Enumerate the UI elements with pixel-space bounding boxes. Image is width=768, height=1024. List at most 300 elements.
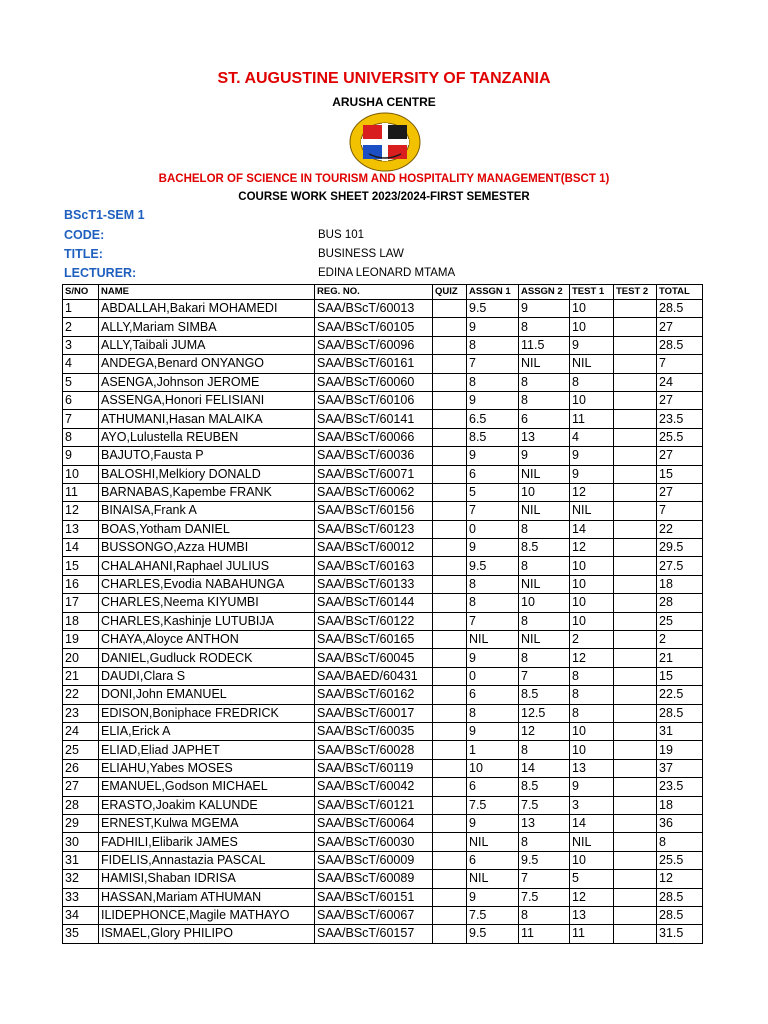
cell-assgn1: 6: [467, 778, 519, 796]
cell-reg-no: SAA/BScT/60064: [315, 814, 433, 832]
title-value: BUSINESS LAW: [318, 248, 404, 260]
cell-total: 21: [657, 649, 703, 667]
cell-sno: 18: [63, 612, 99, 630]
cell-sno: 25: [63, 741, 99, 759]
table-row: [63, 704, 703, 722]
table-row: [63, 502, 703, 520]
cell-total: 23.5: [657, 778, 703, 796]
cell-sno: 30: [63, 833, 99, 851]
cell-reg-no: SAA/BScT/60042: [315, 778, 433, 796]
cell-total: 31: [657, 722, 703, 740]
cell-sno: 26: [63, 759, 99, 777]
cell-assgn2: 11: [519, 925, 570, 943]
table-row: [63, 888, 703, 906]
cell-quiz: [433, 704, 467, 722]
cell-reg-no: SAA/BScT/60162: [315, 686, 433, 704]
cell-assgn1: 0: [467, 667, 519, 685]
cell-reg-no: SAA/BScT/60157: [315, 925, 433, 943]
code-label: CODE:: [64, 228, 105, 242]
cell-reg-no: SAA/BScT/60156: [315, 502, 433, 520]
cell-assgn1: 7: [467, 502, 519, 520]
cell-test2: [614, 465, 657, 483]
cell-test2: [614, 318, 657, 336]
cell-reg-no: SAA/BScT/60121: [315, 796, 433, 814]
cell-total: 7: [657, 502, 703, 520]
cell-total: 28: [657, 594, 703, 612]
table-row: [63, 870, 703, 888]
cell-test1: 12: [570, 539, 614, 557]
cell-assgn2: 9: [519, 300, 570, 318]
cell-assgn2: 8: [519, 557, 570, 575]
cell-assgn1: 8: [467, 373, 519, 391]
cell-total: 25: [657, 612, 703, 630]
cell-reg-no: SAA/BAED/60431: [315, 667, 433, 685]
cell-assgn1: 9: [467, 722, 519, 740]
title-label: TITLE:: [64, 247, 103, 261]
cell-test2: [614, 851, 657, 869]
cell-total: 15: [657, 667, 703, 685]
cell-assgn2: 8: [519, 906, 570, 924]
cell-test1: 13: [570, 759, 614, 777]
cell-quiz: [433, 833, 467, 851]
cell-quiz: [433, 631, 467, 649]
cell-test2: [614, 814, 657, 832]
cell-name: ELIAD,Eliad JAPHET: [99, 741, 315, 759]
cell-assgn1: NIL: [467, 833, 519, 851]
cell-total: 28.5: [657, 888, 703, 906]
cell-test1: 10: [570, 741, 614, 759]
cell-test1: 10: [570, 575, 614, 593]
cell-assgn2: NIL: [519, 575, 570, 593]
cell-sno: 19: [63, 631, 99, 649]
cell-assgn1: 8.5: [467, 428, 519, 446]
table-row: [63, 410, 703, 428]
cell-assgn2: 13: [519, 428, 570, 446]
cell-quiz: [433, 557, 467, 575]
cell-quiz: [433, 741, 467, 759]
cell-test2: [614, 722, 657, 740]
cell-name: CHAYA,Aloyce ANTHON: [99, 631, 315, 649]
table-row: [63, 741, 703, 759]
cell-test2: [614, 667, 657, 685]
cell-assgn2: 8: [519, 391, 570, 409]
cell-assgn2: 9.5: [519, 851, 570, 869]
cell-assgn2: 8.5: [519, 778, 570, 796]
cell-test2: [614, 906, 657, 924]
cell-test1: 2: [570, 631, 614, 649]
cell-quiz: [433, 447, 467, 465]
cell-test2: [614, 520, 657, 538]
table-row: [63, 686, 703, 704]
cell-quiz: [433, 520, 467, 538]
cell-assgn2: 7.5: [519, 888, 570, 906]
sheet-title: COURSE WORK SHEET 2023/2024-FIRST SEMESTER: [238, 191, 530, 203]
cell-sno: 35: [63, 925, 99, 943]
cell-test1: 9: [570, 778, 614, 796]
cell-test2: [614, 612, 657, 630]
cell-test2: [614, 888, 657, 906]
cell-test2: [614, 428, 657, 446]
cell-assgn1: 5: [467, 483, 519, 501]
cell-test2: [614, 410, 657, 428]
table-row: [63, 465, 703, 483]
cell-quiz: [433, 870, 467, 888]
cell-assgn2: 11.5: [519, 336, 570, 354]
cell-quiz: [433, 778, 467, 796]
cell-test1: 9: [570, 336, 614, 354]
cell-total: 31.5: [657, 925, 703, 943]
cell-test2: [614, 759, 657, 777]
cell-sno: 32: [63, 870, 99, 888]
table-row: [63, 575, 703, 593]
cell-test2: [614, 741, 657, 759]
cell-sno: 29: [63, 814, 99, 832]
cell-test2: [614, 539, 657, 557]
cell-name: BUSSONGO,Azza HUMBI: [99, 539, 315, 557]
cell-test1: 10: [570, 318, 614, 336]
cell-sno: 34: [63, 906, 99, 924]
cell-assgn1: 6: [467, 851, 519, 869]
cell-reg-no: SAA/BScT/60089: [315, 870, 433, 888]
cell-reg-no: SAA/BScT/60066: [315, 428, 433, 446]
cell-quiz: [433, 575, 467, 593]
lecturer-label: LECTURER:: [64, 266, 137, 280]
table-row: [63, 594, 703, 612]
cell-test2: [614, 704, 657, 722]
cell-sno: 6: [63, 391, 99, 409]
cell-total: 22: [657, 520, 703, 538]
cell-reg-no: SAA/BScT/60035: [315, 722, 433, 740]
cell-total: 27: [657, 391, 703, 409]
col-header-sno: S/NO: [63, 285, 99, 300]
table-row: [63, 722, 703, 740]
cell-assgn1: 9: [467, 888, 519, 906]
col-header-test1: TEST 1: [570, 285, 614, 300]
cell-quiz: [433, 722, 467, 740]
cell-name: ASSENGA,Honori FELISIANI: [99, 391, 315, 409]
cell-reg-no: SAA/BScT/60009: [315, 851, 433, 869]
cell-assgn2: 13: [519, 814, 570, 832]
cell-test1: 12: [570, 649, 614, 667]
cell-total: 27.5: [657, 557, 703, 575]
cell-sno: 2: [63, 318, 99, 336]
cell-name: BALOSHI,Melkiory DONALD: [99, 465, 315, 483]
cell-quiz: [433, 814, 467, 832]
cell-assgn1: 7.5: [467, 906, 519, 924]
cell-total: 23.5: [657, 410, 703, 428]
cell-quiz: [433, 667, 467, 685]
table-row: [63, 759, 703, 777]
cell-reg-no: SAA/BScT/60017: [315, 704, 433, 722]
cell-reg-no: SAA/BScT/60067: [315, 906, 433, 924]
cell-sno: 10: [63, 465, 99, 483]
cell-quiz: [433, 612, 467, 630]
cell-sno: 8: [63, 428, 99, 446]
cell-assgn2: 14: [519, 759, 570, 777]
cell-reg-no: SAA/BScT/60151: [315, 888, 433, 906]
cell-total: 27: [657, 447, 703, 465]
table-row: [63, 318, 703, 336]
cell-assgn1: 8: [467, 594, 519, 612]
cell-name: CHALAHANI,Raphael JULIUS: [99, 557, 315, 575]
table-row: [63, 557, 703, 575]
cell-total: 28.5: [657, 704, 703, 722]
cell-sno: 21: [63, 667, 99, 685]
cell-assgn2: 8: [519, 373, 570, 391]
cell-assgn2: 8: [519, 649, 570, 667]
cell-test1: 14: [570, 814, 614, 832]
cell-name: EDISON,Boniphace FREDRICK: [99, 704, 315, 722]
cell-assgn1: 6: [467, 465, 519, 483]
cell-assgn1: 10: [467, 759, 519, 777]
class-row: [64, 208, 704, 226]
cell-name: DANIEL,Gudluck RODECK: [99, 649, 315, 667]
cell-assgn2: 10: [519, 594, 570, 612]
cell-name: HAMISI,Shaban IDRISA: [99, 870, 315, 888]
cell-name: FIDELIS,Annastazia PASCAL: [99, 851, 315, 869]
cell-total: 8: [657, 833, 703, 851]
cell-quiz: [433, 355, 467, 373]
cell-total: 36: [657, 814, 703, 832]
cell-name: BAJUTO,Fausta P: [99, 447, 315, 465]
cell-name: CHARLES,Evodia NABAHUNGA: [99, 575, 315, 593]
cell-quiz: [433, 465, 467, 483]
cell-assgn1: 0: [467, 520, 519, 538]
table-row: [63, 336, 703, 354]
cell-assgn1: 6: [467, 686, 519, 704]
cell-assgn1: NIL: [467, 631, 519, 649]
cell-test2: [614, 502, 657, 520]
cell-quiz: [433, 594, 467, 612]
cell-test2: [614, 355, 657, 373]
cell-assgn1: 9.5: [467, 557, 519, 575]
cell-test1: 3: [570, 796, 614, 814]
cell-test1: NIL: [570, 355, 614, 373]
cell-quiz: [433, 851, 467, 869]
cell-quiz: [433, 888, 467, 906]
cell-test1: 12: [570, 888, 614, 906]
cell-name: BINAISA,Frank A: [99, 502, 315, 520]
col-header-total: TOTAL: [657, 285, 703, 300]
cell-name: ASENGA,Johnson JEROME: [99, 373, 315, 391]
university-title: ST. AUGUSTINE UNIVERSITY OF TANZANIA: [217, 70, 551, 87]
cell-total: 27: [657, 483, 703, 501]
cell-test2: [614, 649, 657, 667]
lecturer-row: [64, 266, 704, 284]
cell-total: 24: [657, 373, 703, 391]
cell-total: 7: [657, 355, 703, 373]
table-row: [63, 778, 703, 796]
cell-sno: 3: [63, 336, 99, 354]
cell-test2: [614, 796, 657, 814]
cell-test1: 11: [570, 410, 614, 428]
table-row: [63, 355, 703, 373]
cell-sno: 16: [63, 575, 99, 593]
cell-test2: [614, 686, 657, 704]
cell-assgn1: 8: [467, 575, 519, 593]
cell-test1: 5: [570, 870, 614, 888]
table-row: [63, 631, 703, 649]
cell-sno: 24: [63, 722, 99, 740]
cell-test1: NIL: [570, 502, 614, 520]
cell-name: DAUDI,Clara S: [99, 667, 315, 685]
cell-reg-no: SAA/BScT/60060: [315, 373, 433, 391]
cell-sno: 13: [63, 520, 99, 538]
table-row: [63, 851, 703, 869]
cell-name: ANDEGA,Benard ONYANGO: [99, 355, 315, 373]
cell-name: ATHUMANI,Hasan MALAIKA: [99, 410, 315, 428]
cell-assgn2: 12: [519, 722, 570, 740]
cell-test1: 9: [570, 465, 614, 483]
cell-assgn2: 7: [519, 870, 570, 888]
cell-reg-no: SAA/BScT/60119: [315, 759, 433, 777]
cell-assgn1: 9: [467, 539, 519, 557]
cell-quiz: [433, 336, 467, 354]
cell-assgn2: 12.5: [519, 704, 570, 722]
table-row: [63, 539, 703, 557]
cell-reg-no: SAA/BScT/60123: [315, 520, 433, 538]
cell-name: ABDALLAH,Bakari MOHAMEDI: [99, 300, 315, 318]
cell-sno: 5: [63, 373, 99, 391]
cell-test1: 11: [570, 925, 614, 943]
cell-test1: NIL: [570, 833, 614, 851]
cell-reg-no: SAA/BScT/60105: [315, 318, 433, 336]
cell-test2: [614, 373, 657, 391]
cell-test1: 10: [570, 594, 614, 612]
cell-assgn2: 8.5: [519, 686, 570, 704]
cell-total: 25.5: [657, 428, 703, 446]
cell-quiz: [433, 649, 467, 667]
cell-assgn2: 8: [519, 612, 570, 630]
cell-sno: 9: [63, 447, 99, 465]
cell-reg-no: SAA/BScT/60144: [315, 594, 433, 612]
cell-assgn2: 8: [519, 833, 570, 851]
cell-name: DONI,John EMANUEL: [99, 686, 315, 704]
cell-name: ALLY,Taibali JUMA: [99, 336, 315, 354]
cell-test1: 10: [570, 391, 614, 409]
cell-assgn2: NIL: [519, 355, 570, 373]
col-header-name: NAME: [99, 285, 315, 300]
cell-sno: 28: [63, 796, 99, 814]
cell-assgn1: NIL: [467, 870, 519, 888]
title-row: [64, 247, 704, 265]
cell-test2: [614, 483, 657, 501]
cell-sno: 4: [63, 355, 99, 373]
cell-quiz: [433, 906, 467, 924]
cell-quiz: [433, 391, 467, 409]
cell-quiz: [433, 483, 467, 501]
cell-total: 19: [657, 741, 703, 759]
cell-assgn2: 6: [519, 410, 570, 428]
table-row: [63, 300, 703, 318]
cell-total: 15: [657, 465, 703, 483]
table-row: [63, 833, 703, 851]
cell-sno: 17: [63, 594, 99, 612]
cell-sno: 14: [63, 539, 99, 557]
cell-assgn1: 9: [467, 447, 519, 465]
cell-quiz: [433, 796, 467, 814]
cell-assgn2: 7: [519, 667, 570, 685]
cell-test2: [614, 391, 657, 409]
cell-sno: 23: [63, 704, 99, 722]
cell-test1: 10: [570, 612, 614, 630]
cell-quiz: [433, 373, 467, 391]
cell-assgn2: 8.5: [519, 539, 570, 557]
cell-sno: 22: [63, 686, 99, 704]
cell-quiz: [433, 539, 467, 557]
cell-assgn1: 6.5: [467, 410, 519, 428]
col-header-quiz: QUIZ: [433, 285, 467, 300]
cell-test2: [614, 778, 657, 796]
cell-reg-no: SAA/BScT/60036: [315, 447, 433, 465]
cell-name: ERNEST,Kulwa MGEMA: [99, 814, 315, 832]
cell-assgn2: 8: [519, 741, 570, 759]
cell-name: BARNABAS,Kapembe FRANK: [99, 483, 315, 501]
cell-quiz: [433, 318, 467, 336]
cell-total: 12: [657, 870, 703, 888]
cell-sno: 27: [63, 778, 99, 796]
lecturer-value: EDINA LEONARD MTAMA: [318, 267, 456, 279]
cell-total: 2: [657, 631, 703, 649]
cell-name: CHARLES,Kashinje LUTUBIJA: [99, 612, 315, 630]
cell-test2: [614, 870, 657, 888]
cell-test1: 8: [570, 667, 614, 685]
cell-reg-no: SAA/BScT/60122: [315, 612, 433, 630]
cell-assgn2: 8: [519, 318, 570, 336]
cell-sno: 31: [63, 851, 99, 869]
cell-assgn1: 8: [467, 336, 519, 354]
cell-assgn1: 7: [467, 355, 519, 373]
cell-total: 18: [657, 796, 703, 814]
cell-total: 29.5: [657, 539, 703, 557]
cell-test1: 8: [570, 704, 614, 722]
cell-name: ELIAHU,Yabes MOSES: [99, 759, 315, 777]
cell-test2: [614, 575, 657, 593]
table-row: [63, 906, 703, 924]
cell-test2: [614, 557, 657, 575]
cell-sno: 1: [63, 300, 99, 318]
table-row: [63, 612, 703, 630]
cell-test2: [614, 300, 657, 318]
table-row: [63, 796, 703, 814]
table-row: [63, 649, 703, 667]
table-body: [63, 300, 703, 944]
col-header-assgn2: ASSGN 2: [519, 285, 570, 300]
cell-total: 28.5: [657, 336, 703, 354]
table-row: [63, 483, 703, 501]
cell-reg-no: SAA/BScT/60096: [315, 336, 433, 354]
cell-name: CHARLES,Neema KIYUMBI: [99, 594, 315, 612]
cell-test2: [614, 336, 657, 354]
cell-name: FADHILI,Elibarik JAMES: [99, 833, 315, 851]
cell-total: 28.5: [657, 300, 703, 318]
centre-name: ARUSHA CENTRE: [332, 95, 436, 109]
cell-name: ERASTO,Joakim KALUNDE: [99, 796, 315, 814]
cell-quiz: [433, 410, 467, 428]
cell-name: HASSAN,Mariam ATHUMAN: [99, 888, 315, 906]
cell-name: AYO,Lulustella REUBEN: [99, 428, 315, 446]
cell-assgn2: NIL: [519, 631, 570, 649]
cell-test1: 9: [570, 447, 614, 465]
cell-reg-no: SAA/BScT/60165: [315, 631, 433, 649]
cell-reg-no: SAA/BScT/60030: [315, 833, 433, 851]
coursework-table: [62, 284, 703, 944]
cell-quiz: [433, 300, 467, 318]
cell-reg-no: SAA/BScT/60106: [315, 391, 433, 409]
cell-test2: [614, 631, 657, 649]
table-row: [63, 814, 703, 832]
cell-quiz: [433, 686, 467, 704]
